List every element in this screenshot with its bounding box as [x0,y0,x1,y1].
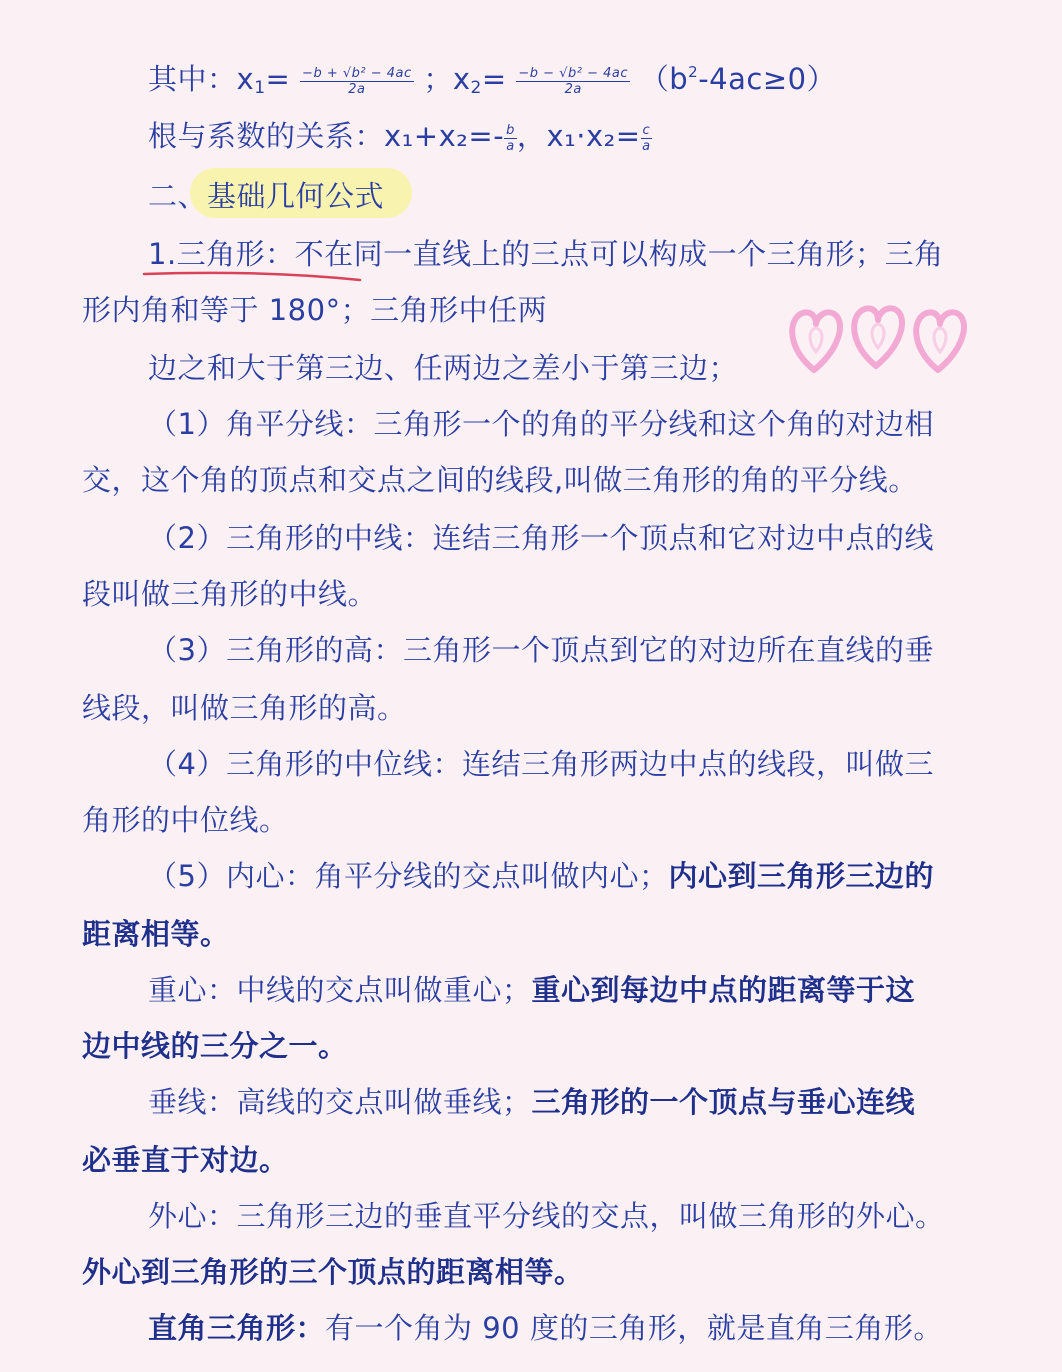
text-line: 边之和大于第三边、任两边之差小于第三边； [148,351,739,385]
x2-denominator: 2a [564,81,582,97]
vieta-product-numerator: c [642,122,651,138]
x1-denominator: 2a [348,81,366,97]
condition-post: -4ac≥0） [698,62,837,96]
x1-label: x [236,62,255,96]
text-bold-line: 距离相等。 [82,917,230,951]
vieta-comma: ， [516,119,547,153]
vieta-sum-fraction [504,123,517,154]
hearts-decoration [782,300,972,380]
text-line: 形内角和等于 180°；三角形中任两 [82,293,548,327]
vieta-formula-line [0,118,1062,154]
text-line [0,858,1062,894]
heart-icon [792,312,840,370]
text-line: 外心：三角形三边的垂直平分线的交点，叫做三角形的外心。 [148,1199,945,1233]
text-bold: 三角形的一个顶点与垂心连线 [531,1085,916,1119]
condition-superscript: 2 [688,63,699,81]
heart-icon [854,308,902,366]
vieta-sum: x₁+x₂=- [384,119,505,153]
x1-numerator: −b + √b² − 4ac [302,65,412,81]
text-line: 角形的中位线。 [82,803,289,837]
text-line: 段叫做三角形的中线。 [82,577,378,611]
text-line: 1.三角形：不在同一直线上的三点可以构成一个三角形；三角 [148,237,944,271]
text-line: （4）三角形的中位线：连结三角形两边中点的线段，叫做三 [148,747,934,781]
x2-fraction [516,66,630,97]
text-bold-line: 边中线的三分之一。 [82,1029,348,1063]
text-line [0,1084,1062,1120]
x1-fraction [300,66,414,97]
text-line: （3）三角形的高：三角形一个顶点到它的对边所在直线的垂 [148,633,934,667]
text-line [0,1310,1062,1346]
vieta-product: x₁·x₂= [546,119,641,153]
text-line: （2）三角形的中线：连结三角形一个顶点和它对边中点的线 [148,521,934,555]
x1-subscript: 1 [254,78,266,98]
vieta-sum-numerator: b [506,122,515,138]
vieta-product-fraction [641,123,653,154]
text-bold: 内心到三角形三边的 [668,859,934,893]
heart-icon [916,312,964,370]
x2-numerator: −b − √b² − 4ac [518,65,628,81]
roots-separator: ； [423,62,453,96]
text-bold-line: 外心到三角形的三个顶点的距离相等。 [82,1255,584,1289]
roots-formula-line: 其中：$x_1=$ $\frac{\text{−b + √b² − 4ac}}{2a}$ ；$x_2=$ $\frac{\text{−b − √b² − 4ac}}{2a}$ $(b^2-4ac\ge 0)$ [148,62,837,98]
text-bold: 重心到每边中点的距离等于这 [531,973,916,1007]
text-bold-line: 必垂直于对边。 [82,1143,289,1177]
text-normal: 有一个角为 90 度的三角形，就是直角三角形。 [325,1311,943,1345]
condition-pre: （b [639,62,689,96]
text-normal: 垂线：高线的交点叫做垂线； [148,1085,532,1119]
text-line: （1）角平分线：三角形一个的角的平分线和这个角的对边相 [148,407,934,441]
vieta-product-denominator: a [642,138,651,154]
section-heading [0,178,1062,214]
roots-label: 其中： [148,62,237,96]
x2-label: x [452,62,471,96]
text-line: 线段，叫做三角形的高。 [82,691,407,725]
x2-subscript: 2 [470,78,482,98]
text-line: 交，这个角的顶点和交点之间的线段,叫做三角形的角的平分线。 [82,463,918,497]
vieta-label: 根与系数的关系： [148,119,385,153]
text-line [0,972,1062,1008]
text-normal: （5）内心：角平分线的交点叫做内心； [148,859,669,893]
text-bold: 直角三角形： [148,1311,326,1345]
section-heading-prefix: 二、 [148,179,208,213]
text-normal: 重心：中线的交点叫做重心； [148,973,532,1007]
vieta-sum-denominator: a [506,138,515,154]
section-heading-title: 基础几何公式 [207,179,385,213]
